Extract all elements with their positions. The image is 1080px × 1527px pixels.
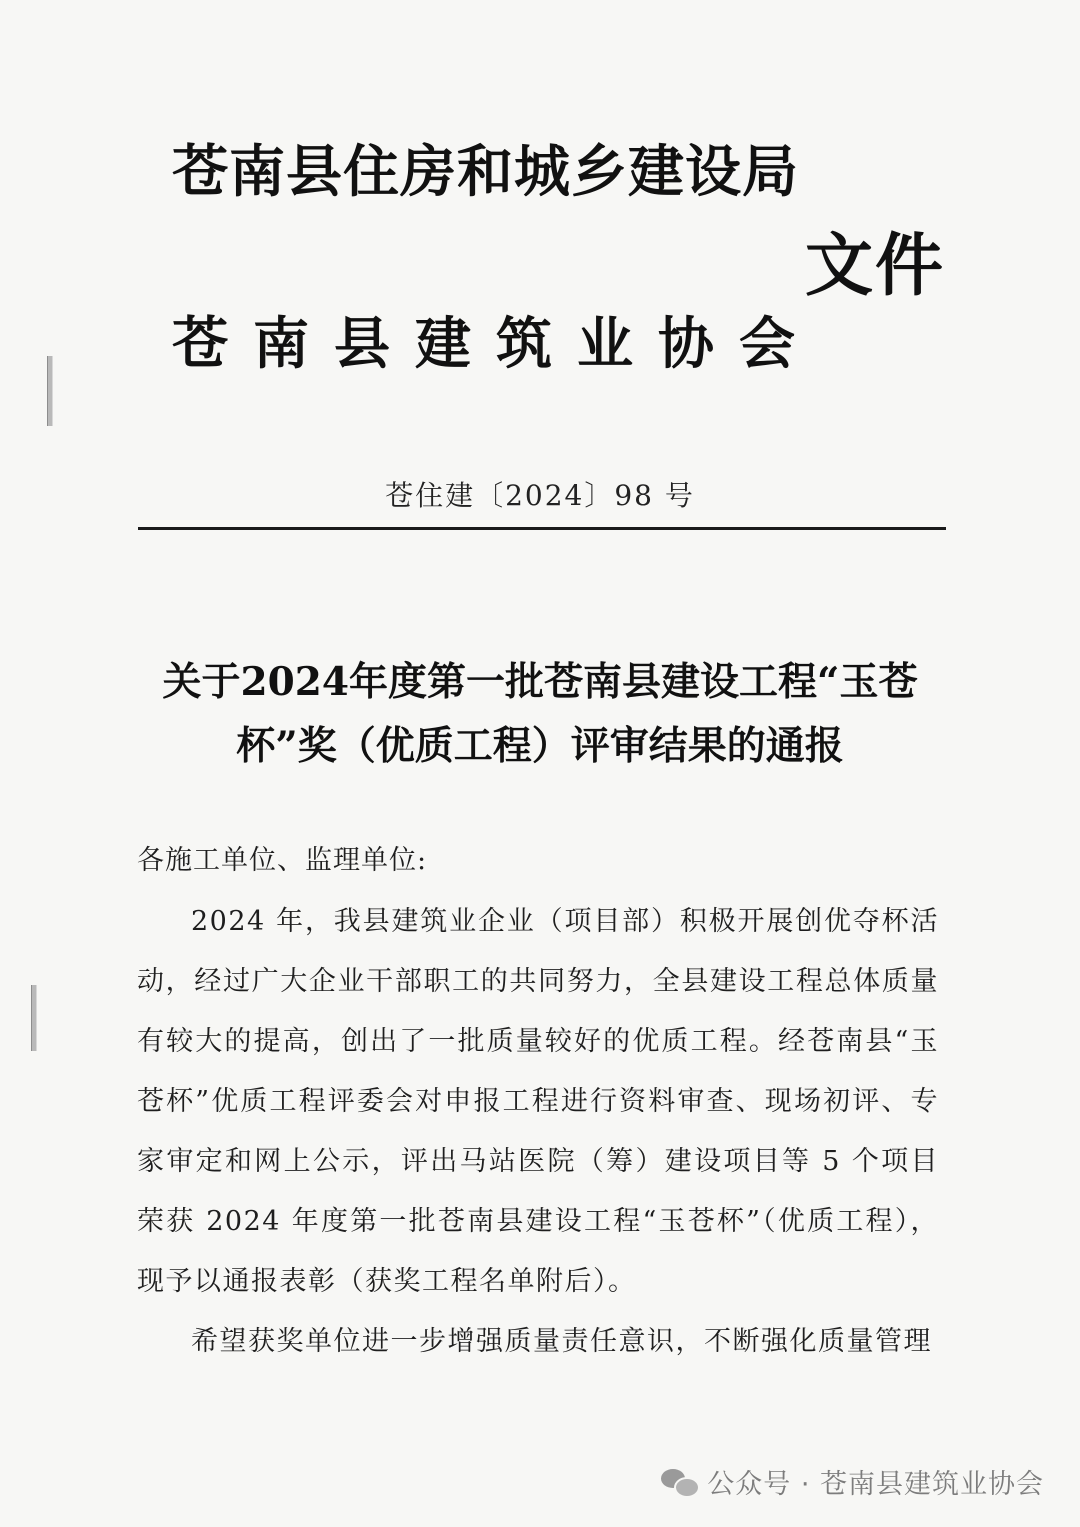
watermark-text: 公众号 · 苍南县建筑业协会 bbox=[707, 1469, 1044, 1500]
issuer-housing-bureau: 苍南县住房和城乡建设局 bbox=[172, 139, 799, 205]
body-paragraph-1: 2024 年，我县建筑业企业（项目部）积极开展创优夺杯活动，经过广大企业干部职工的共同努力，全县建设工程总体质量有较大的提高，创出了一批质量较好的优质工程。经苍南县“玉苍杯”优质工程评委会对申报工程进行资料审查、现场初评、专家审定和网上公示，评出马站医院（筹）建设项目等 5 个项目荣获 2024 年度第一批苍南县建设工程“玉苍杯”（优质工程），现予以通报表彰（获奖工程名单附后）。 bbox=[137, 906, 939, 1297]
document-number: 苍住建〔2024〕98 号 bbox=[385, 479, 695, 512]
binding-mark bbox=[31, 985, 37, 1051]
body-paragraph-2: 希望获奖单位进一步增强质量责任意识，不断强化质量管理 bbox=[191, 1326, 932, 1357]
document-word: 文件 bbox=[805, 226, 946, 306]
account-watermark bbox=[661, 1462, 1044, 1501]
header-divider bbox=[138, 527, 946, 530]
binding-mark bbox=[47, 356, 53, 426]
issuer-construction-association: 苍南县建筑业协会 bbox=[172, 311, 820, 377]
wechat-icon bbox=[661, 1467, 697, 1497]
salutation: 各施工单位、监理单位: bbox=[137, 845, 428, 876]
notice-title: 关于2024年度第一批苍南县建设工程“玉苍杯”奖（优质工程）评审结果的通报 bbox=[162, 659, 918, 769]
